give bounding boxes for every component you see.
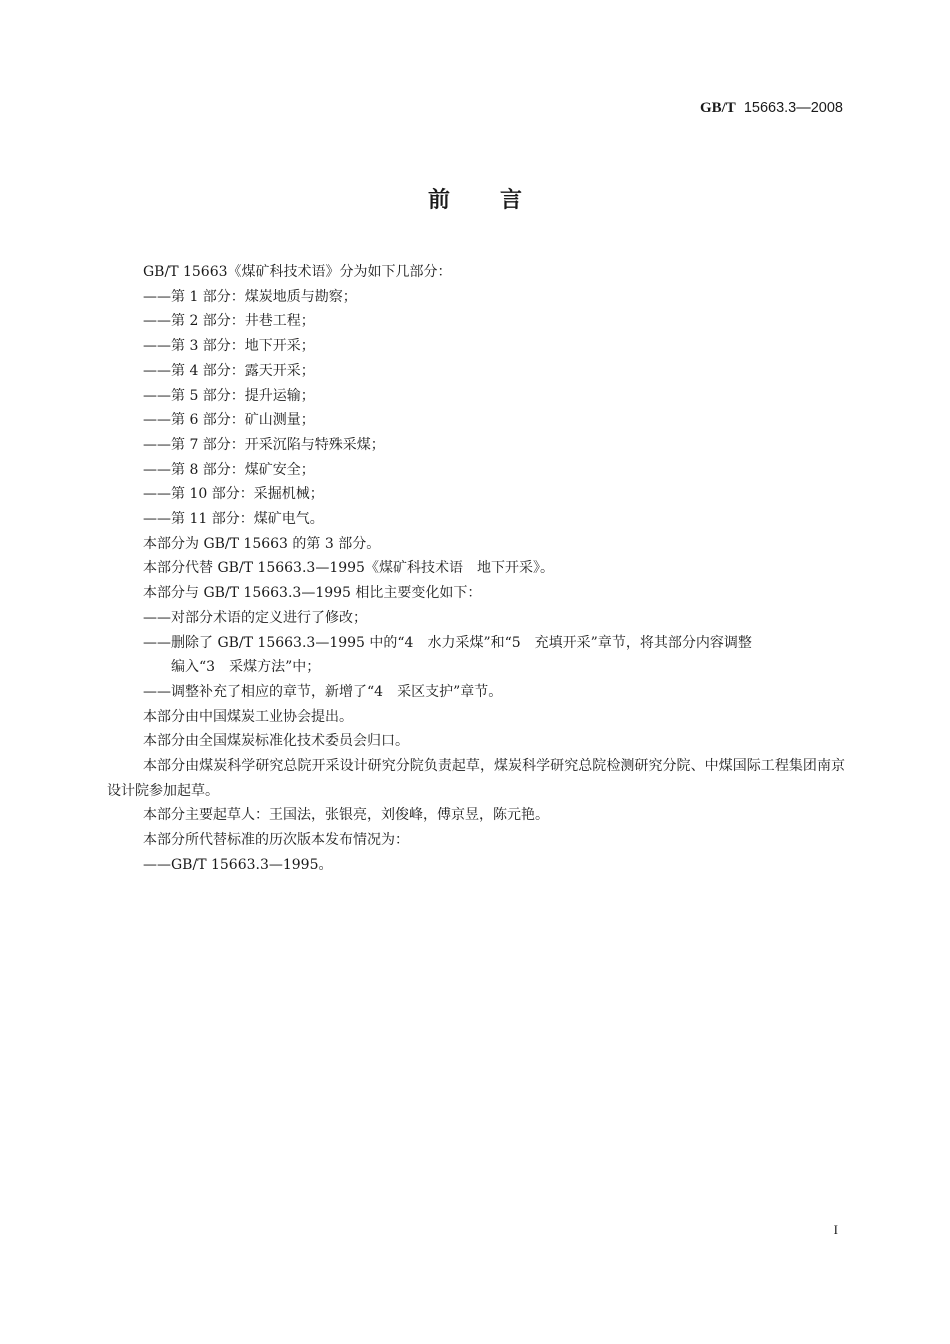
list-item: ——删除了 GB/T 15663.3—1995 中的“4 水力采煤”和“5 充填开采”章节，将其部分内容调整 — [143, 634, 752, 651]
standard-code-header — [700, 100, 843, 117]
paragraph: 本部分由全国煤炭标准化技术委员会归口。 — [143, 733, 409, 750]
paragraph: 本部分为 GB/T 15663 的第 3 部分。 — [143, 535, 381, 552]
list-item: ——对部分术语的定义进行了修改； — [143, 609, 367, 626]
list-item: ——第 11 部分：煤矿电气。 — [143, 511, 324, 528]
standard-prefix: GB/T — [699, 100, 736, 116]
paragraph: 本部分由中国煤炭工业协会提出。 — [143, 708, 353, 725]
paragraph: 本部分由煤炭科学研究总院开采设计研究分院负责起草，煤炭科学研究总院检测研究分院、中煤国际工程集团南京设计院参加起草。 — [107, 758, 845, 799]
list-item: ——第 7 部分：开采沉陷与特殊采煤； — [143, 436, 385, 453]
list-item: ——GB/T 15663.3—1995。 — [143, 856, 333, 873]
paragraph: 本部分代替 GB/T 15663.3—1995《煤矿科技术语 地下开采》。 — [143, 560, 554, 577]
list-item: ——调整补充了相应的章节，新增了“4 采区支护”章节。 — [143, 683, 503, 700]
foreword-body — [107, 260, 845, 878]
list-item: ——第 4 部分：露天开采； — [143, 362, 315, 379]
list-item: ——第 2 部分：井巷工程； — [143, 313, 315, 330]
page-number: I — [833, 1222, 838, 1237]
standard-number: 15663.3—2008 — [743, 100, 843, 116]
list-item: ——第 8 部分：煤矿安全； — [143, 461, 315, 478]
list-item-continuation: 编入“3 采煤方法”中； — [171, 659, 321, 676]
list-item: ——第 3 部分：地下开采； — [143, 338, 315, 355]
paragraph: GB/T 15663《煤矿科技术语》分为如下几部分： — [143, 264, 452, 280]
paragraph: 本部分与 GB/T 15663.3—1995 相比主要变化如下： — [143, 585, 482, 602]
page-title: 前言 — [427, 188, 572, 213]
paragraph: 本部分所代替标准的历次版本发布情况为： — [143, 832, 409, 849]
paragraph: 本部分主要起草人：王国法，张银亮，刘俊峰，傅京昱，陈元艳。 — [143, 807, 549, 824]
list-item: ——第 5 部分：提升运输； — [143, 387, 315, 404]
list-item: ——第 1 部分：煤炭地质与勘察； — [143, 288, 357, 305]
list-item: ——第 6 部分：矿山测量； — [143, 412, 315, 429]
list-item: ——第 10 部分：采掘机械； — [143, 486, 324, 503]
